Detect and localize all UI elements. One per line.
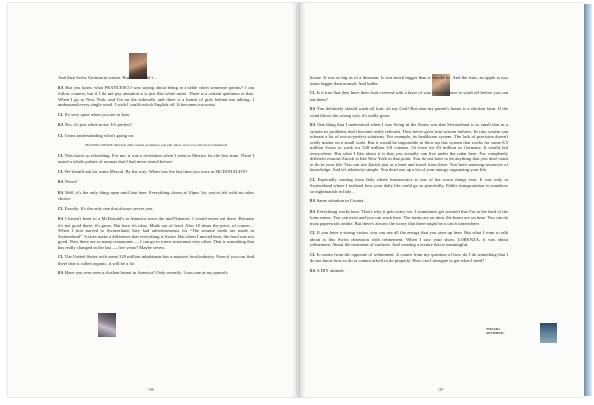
speaker-initials: CL [58, 206, 64, 211]
speaker-initials: CL [310, 91, 316, 95]
paragraph-text: I haven't been to a McDonald's in America since the mid-Nineties. I would never eat there. Because it's not good there, it's gross. But here it's okay. Made out of food. Also 10 times the price, of course… When I first moved to Switzerland, they had advertisements for “The sesame seeds are made in Switzerland”. It does make a difference that everything is Swiss. But when I moved here, the food was not good. Now there are so many restaurants — I can go to a new restaurant very often. That is something that has really changed in the last — five years? Maybe seven. [58, 216, 254, 250]
speaker-initials: RA [310, 107, 316, 111]
paragraph-text: But you know what FRANCESCO was saying about being at a table when someone speaks? I can follow context, but if I do not pay attention it is just like white noise. There is a certain quietness to that. When I go to New York, and I'm on the sidewalk, and there is a bunch of girls behind me talking, I understand every single word. I wish I could switch English off. It becomes too noisy. [58, 84, 254, 107]
paragraph [58, 143, 254, 149]
paragraph [310, 209, 508, 227]
paragraph-text: A DIY attitude. [316, 267, 345, 273]
page-edge [584, 4, 592, 396]
speaker-initials: CL [58, 112, 64, 117]
speaker-initials: CL [310, 231, 316, 235]
paragraph-text: It comes from the opposite of refinement. It comes from my question of how do I do something that I do not know how to do or cannot afford to do properly. How can I navigate to get what I need? [310, 251, 509, 263]
paragraph-text: We should ask for some Mezcal. By the way: When was the last time you were at MCDONALD'S? [64, 168, 248, 174]
speaker-initials: RA [58, 180, 64, 184]
paragraph-text: Have you ever seen a chicken breast in America? Only recently. I saw one at my parent's [64, 270, 228, 275]
paragraph [310, 252, 508, 264]
page-number: 187 [438, 388, 444, 392]
paragraph-text: One thing that I understood when I was living in the States was that Switzerland is so small that as a system its problems don't become really relevant. They never grow into system failures. Its tiny system can tolerate a lot of not-so-perfect solutions. For example, its healthcare system. The lack of precision doesn't really matter on a small scale. But it would be impossible to blow up this system that works for some 8.5 million Swiss to work for 328 million US citizens. Or even for 83 million in Germany. It would fail everywhere. But what I like about it is that you actually can live under the radar here. For completely different reasons Zurich is like New York in that point. You do not have to do anything that you don't want to do in your life. You can use Zurich just as a base and travel from there. You have amazing resources of knowledge. And it's relatively simple. You don't use up a lot of your energy organizing your life. [310, 122, 508, 172]
speaker-initials: RA [58, 123, 64, 127]
left-page [8, 3, 296, 397]
paragraph-text: It's very quiet when you are in Iran. [64, 111, 130, 117]
paragraph [58, 216, 254, 250]
paragraph-text: Yes, it's just white noise. It's perfect! [64, 122, 132, 127]
paragraph-text: The United States with some 328 million inhabitants has a massive food industry. Even if you can find there that is called organic, it will be a lie. [58, 254, 254, 266]
paragraph [310, 268, 508, 275]
speaker-initials: CL [58, 153, 64, 158]
speaker-initials: RA [310, 199, 316, 203]
paragraph [58, 133, 254, 140]
paragraph [58, 153, 254, 165]
paragraph-text: house. It was as big as of a dinosaur. It was much bigger than it should be. And the fruit, an apple is two times bigger than normal. And baller. [310, 75, 508, 86]
paragraph [310, 198, 508, 205]
book-gutter [292, 2, 306, 398]
speaker-initials: RA [310, 209, 316, 214]
speaker-initials: RA [58, 271, 64, 275]
paragraph [58, 206, 254, 213]
paragraph-text: If you have a strong vision, you can use all the energy that you save up here. But what I want to talk about is this Swiss obsession with refinement. When I saw your show, LORENZA, it was about refinement. About the treatment of surfaces. And creating a texture that is meaningful. [310, 230, 508, 247]
paragraph [310, 90, 508, 102]
left-page-text [58, 75, 254, 281]
paragraph [310, 230, 508, 248]
paragraph-text: Especially coming from Italy where bureaucracy is one of the worst things ever. It was only in Switzerland where I realized how your daily life could go so peacefully. Public transportation is somehow so nightmarish in Italy… [310, 176, 508, 194]
caption [486, 327, 505, 335]
paragraph [58, 169, 254, 176]
paragraph [310, 122, 508, 173]
speaker-initials: CL [58, 133, 64, 138]
speaker-initials: CL [310, 252, 316, 257]
paragraph-text: SECOND COURSE: Mexican chili-crusted cucumbers, pan jam, bibes, and cocoa nibs in rice bankbread [84, 143, 228, 147]
paragraph [58, 75, 254, 81]
paragraph-text: Same situation in Croatia. [316, 198, 365, 203]
paragraph [58, 112, 254, 119]
paragraph-text: This tastes so refreshing. For me, it was a revelation when I went to Mexico for the first time. There I tasted a whole palette of aromas that I had never tasted before. [58, 152, 254, 164]
paragraph [310, 106, 508, 118]
paragraph [310, 75, 508, 86]
right-page [300, 3, 584, 397]
right-page-text [310, 75, 508, 278]
page-number: 188 [148, 388, 154, 392]
speaker-initials: RA [58, 217, 64, 221]
speaker-initials: RA [310, 268, 316, 273]
paragraph-text: Never! [64, 179, 78, 184]
paragraph-text: Everything works here. That's why it gets scary too. I sometimes get worried that I'm in the land of the lotus eaters. You can exist and you can work here. The trains are on time, the buses are on time. You can do most paperwork online. But there's always the worry that there might be a catch somewhere. [310, 208, 508, 226]
paragraph [58, 270, 254, 277]
paragraph-text: I miss understanding what's going on. [64, 132, 135, 138]
portrait-photo [540, 323, 557, 343]
paragraph [58, 122, 254, 129]
speaker-initials: RA [310, 123, 316, 127]
speaker-initials: CL [58, 255, 64, 259]
paragraph-text: Is it true that they have their fruit covered with a layer of wax that you have to wash off before you can eat them? [310, 90, 508, 102]
speaker-initials: RA [58, 85, 64, 90]
paragraph-text: Well, it's the only thing open until late here. Everything closes at 10pm. So, you're left with no other choice. [58, 189, 254, 201]
paragraph-text: Exactly. It's the only one that always serves you. [64, 205, 154, 211]
paragraph [58, 85, 254, 108]
speaker-initials: CL [58, 169, 64, 174]
speaker-initials: RA [58, 190, 64, 195]
caption-line: TWEAKS [486, 327, 500, 331]
paragraph [58, 254, 254, 266]
caption-line: AESTHETIC [486, 331, 505, 335]
paragraph [58, 179, 254, 186]
paragraph-text: And then Swiss German in winter. But then I didn’t… [58, 75, 158, 80]
paragraph [310, 177, 508, 195]
paragraph-text: You definitely should wash all fruit, oh my God! But near my parent's house is a chicken farm. If the wind blows the wrong way, it's really gross. [310, 106, 508, 118]
speaker-initials: CL [310, 177, 316, 182]
paragraph [58, 190, 254, 202]
portrait-photo [98, 313, 116, 337]
